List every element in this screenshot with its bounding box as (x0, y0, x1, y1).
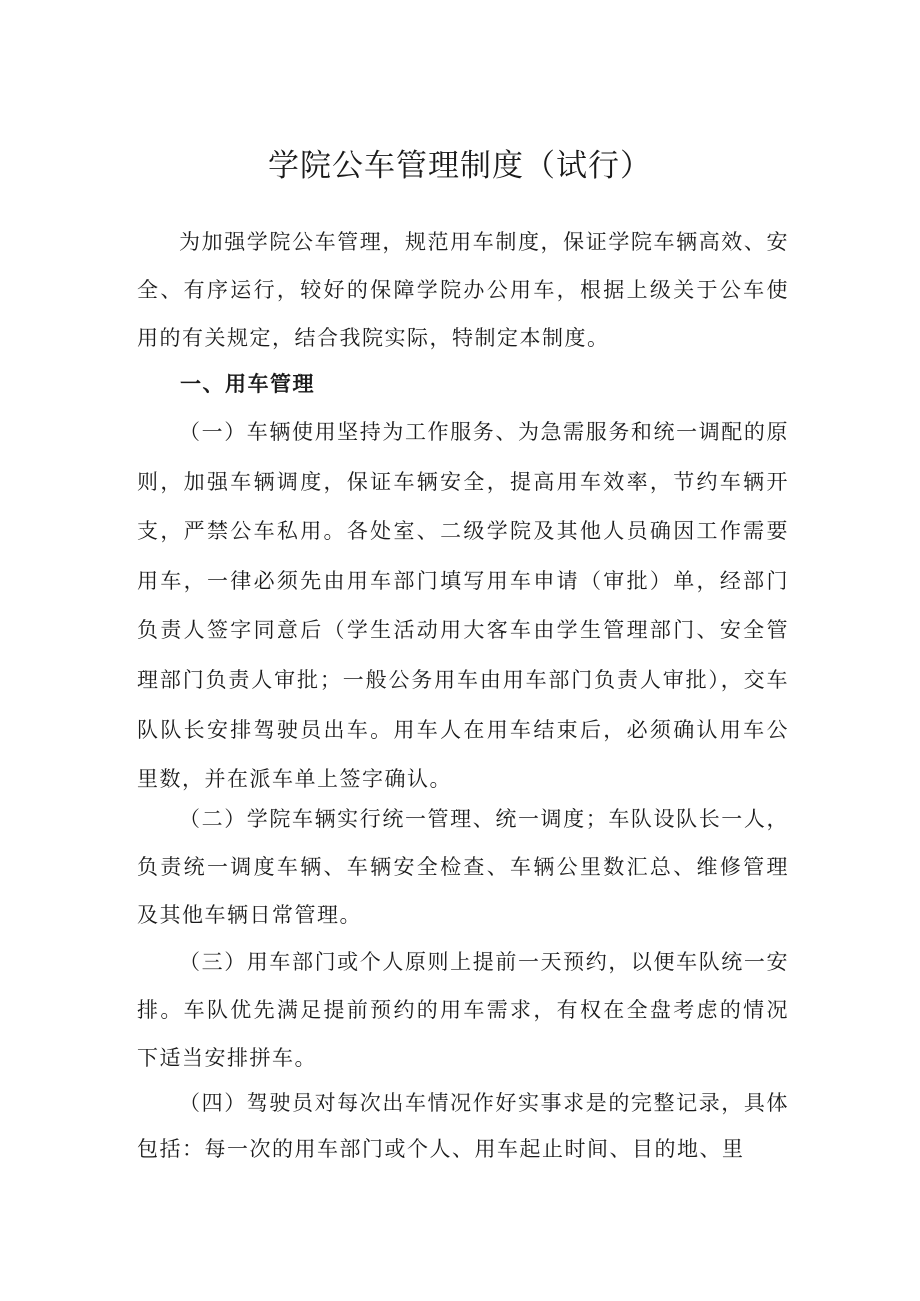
clause-2-paragraph: （二）学院车辆实行统一管理、统一调度；车队设队长一人，负责统一调度车辆、车辆安全检查、车辆公里数汇总、维修管理及其他车辆日常管理。 (137, 807, 789, 927)
clause-1-paragraph: （一）车辆使用坚持为工作服务、为急需服务和统一调配的原则，加强车辆调度，保证车辆安全，提高用车效率，节约车辆开支，严禁公车私用。各处室、二级学院及其他人员确因工作需要用车，一律必须先由用车部门填写用车申请（审批）单，经部门负责人签字同意后（学生活动用大客车由学生管理部门、安全管理部门负责人审批；一般公务用车由用车部门负责人审批），交车队队长安排驾驶员出车。用车人在用车结束后，必须确认用车公里数，并在派车单上签字确认。 (137, 420, 789, 792)
intro-paragraph: 为加强学院公车管理，规范用车制度，保证学院车辆高效、安全、有序运行，较好的保障学院办公用车，根据上级关于公车使用的有关规定，结合我院实际，特制定本制度。 (137, 230, 789, 350)
clause-4-paragraph: （四）驾驶员对每次出车情况作好实事求是的完整记录，具体包括：每一次的用车部门或个人、用车起止时间、目的地、里 (137, 1091, 789, 1161)
section-heading-vehicle-management: 一、用车管理 (180, 372, 315, 396)
clause-3-paragraph: （三）用车部门或个人原则上提前一天预约，以便车队统一安排。车队优先满足提前预约的用车需求，有权在全盘考虑的情况下适当安排拼车。 (137, 950, 789, 1070)
document-title: 学院公车管理制度（试行） (268, 148, 652, 184)
